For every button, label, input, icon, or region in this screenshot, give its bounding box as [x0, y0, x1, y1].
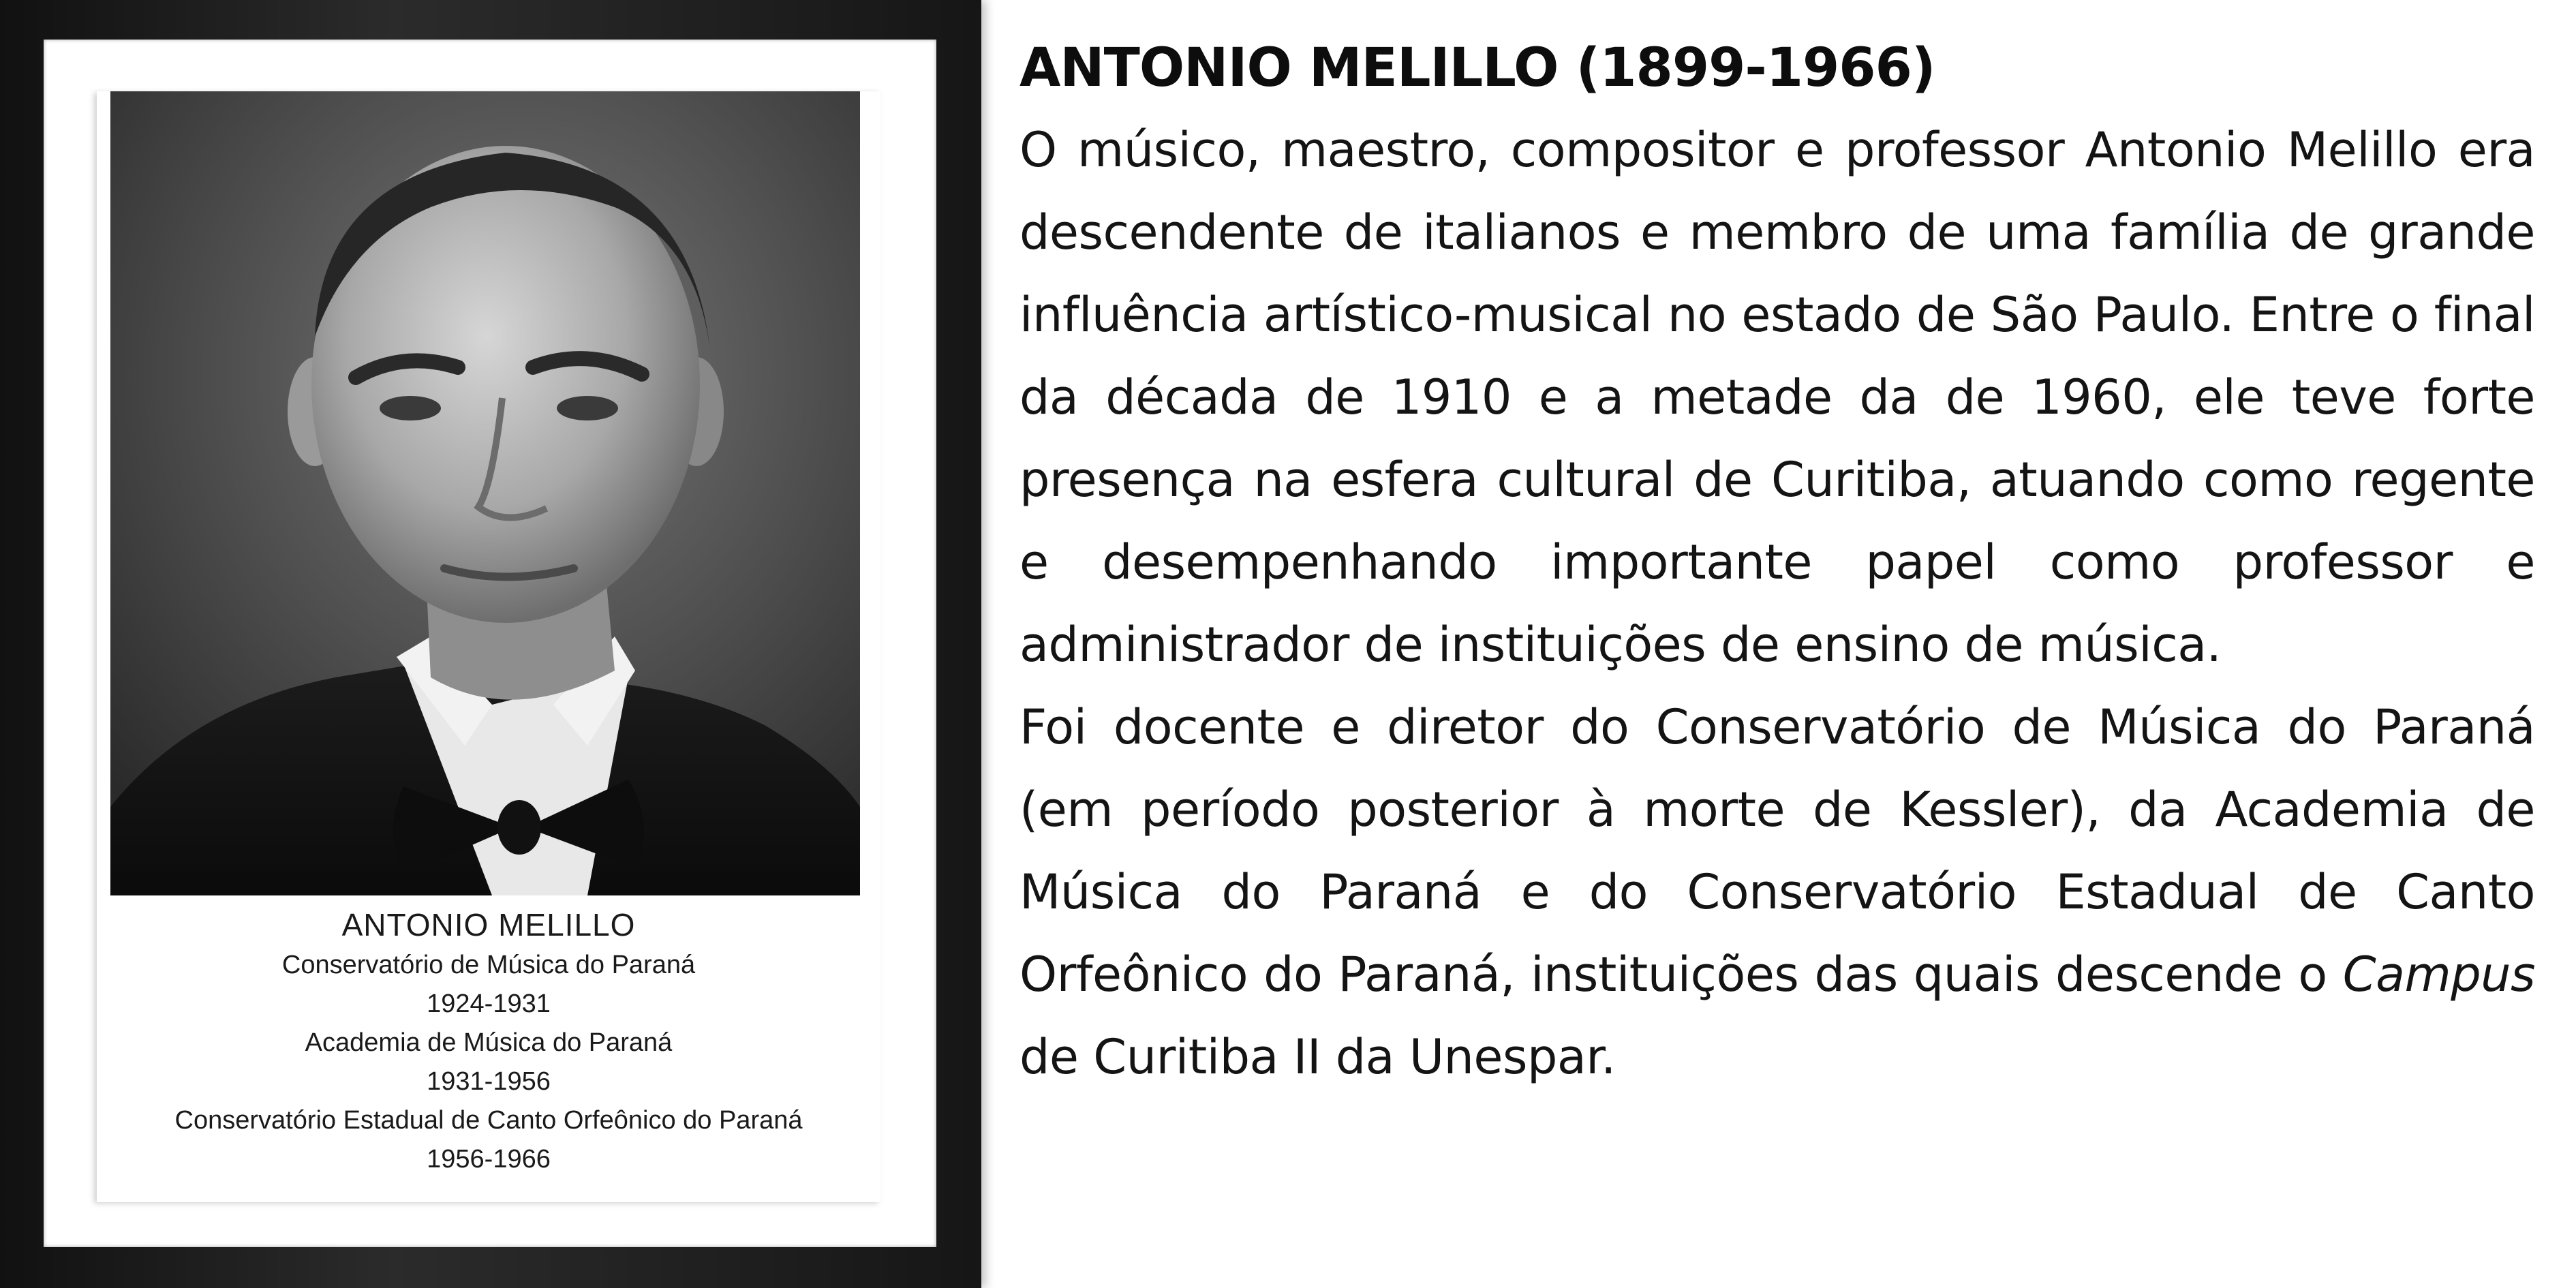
- portrait-photo: [110, 91, 860, 895]
- paragraph-2-text: Foi docente e diretor do Conservatório de Música do Paraná (em período posterior à morte de Kessler), da Academia de Música do Paraná e do Conservatório Estadual de Canto Orfeônico do Paraná, instituições das quais descende o: [1019, 699, 2535, 1002]
- caption-line-1: Conservatório de Música do Paraná: [281, 951, 696, 979]
- biography-section: [1019, 27, 2535, 1099]
- paragraph-2-ending: de Curitiba II da Unespar.: [1019, 1029, 1616, 1085]
- picture-frame: [0, 0, 981, 1288]
- portrait-caption: [97, 904, 880, 1179]
- photo-mat: [97, 91, 880, 1202]
- caption-line-6: 1956-1966: [427, 1145, 551, 1174]
- frame-border: [44, 40, 936, 1247]
- caption-line-3: Academia de Música do Paraná: [305, 1028, 673, 1057]
- biography-paragraph-2: [1019, 686, 2535, 1099]
- biography-paragraph-1: O músico, maestro, compositor e professor Antonio Melillo era descendente de italianos e membro de uma família de grande influência artístico-musical no estado de São Paulo. Entre o final da década de 1910 e a metade da de 1960, ele teve forte presença na esfera cultural de Curitiba, atuando como regente e desempenhando importante papel como professor e administrador de instituições de ensino de música.: [1019, 122, 2535, 673]
- campus-italic-word: Campus: [2342, 947, 2535, 1002]
- page-title: ANTONIO MELILLO (1899-1966): [1019, 37, 1935, 99]
- caption-line-5: Conservatório Estadual de Canto Orfeônico do Paraná: [174, 1106, 803, 1135]
- portrait-illustration: [110, 91, 860, 895]
- caption-line-2: 1924-1931: [427, 990, 551, 1018]
- caption-name: ANTONIO MELILLO: [341, 907, 636, 942]
- caption-line-4: 1931-1956: [427, 1067, 551, 1096]
